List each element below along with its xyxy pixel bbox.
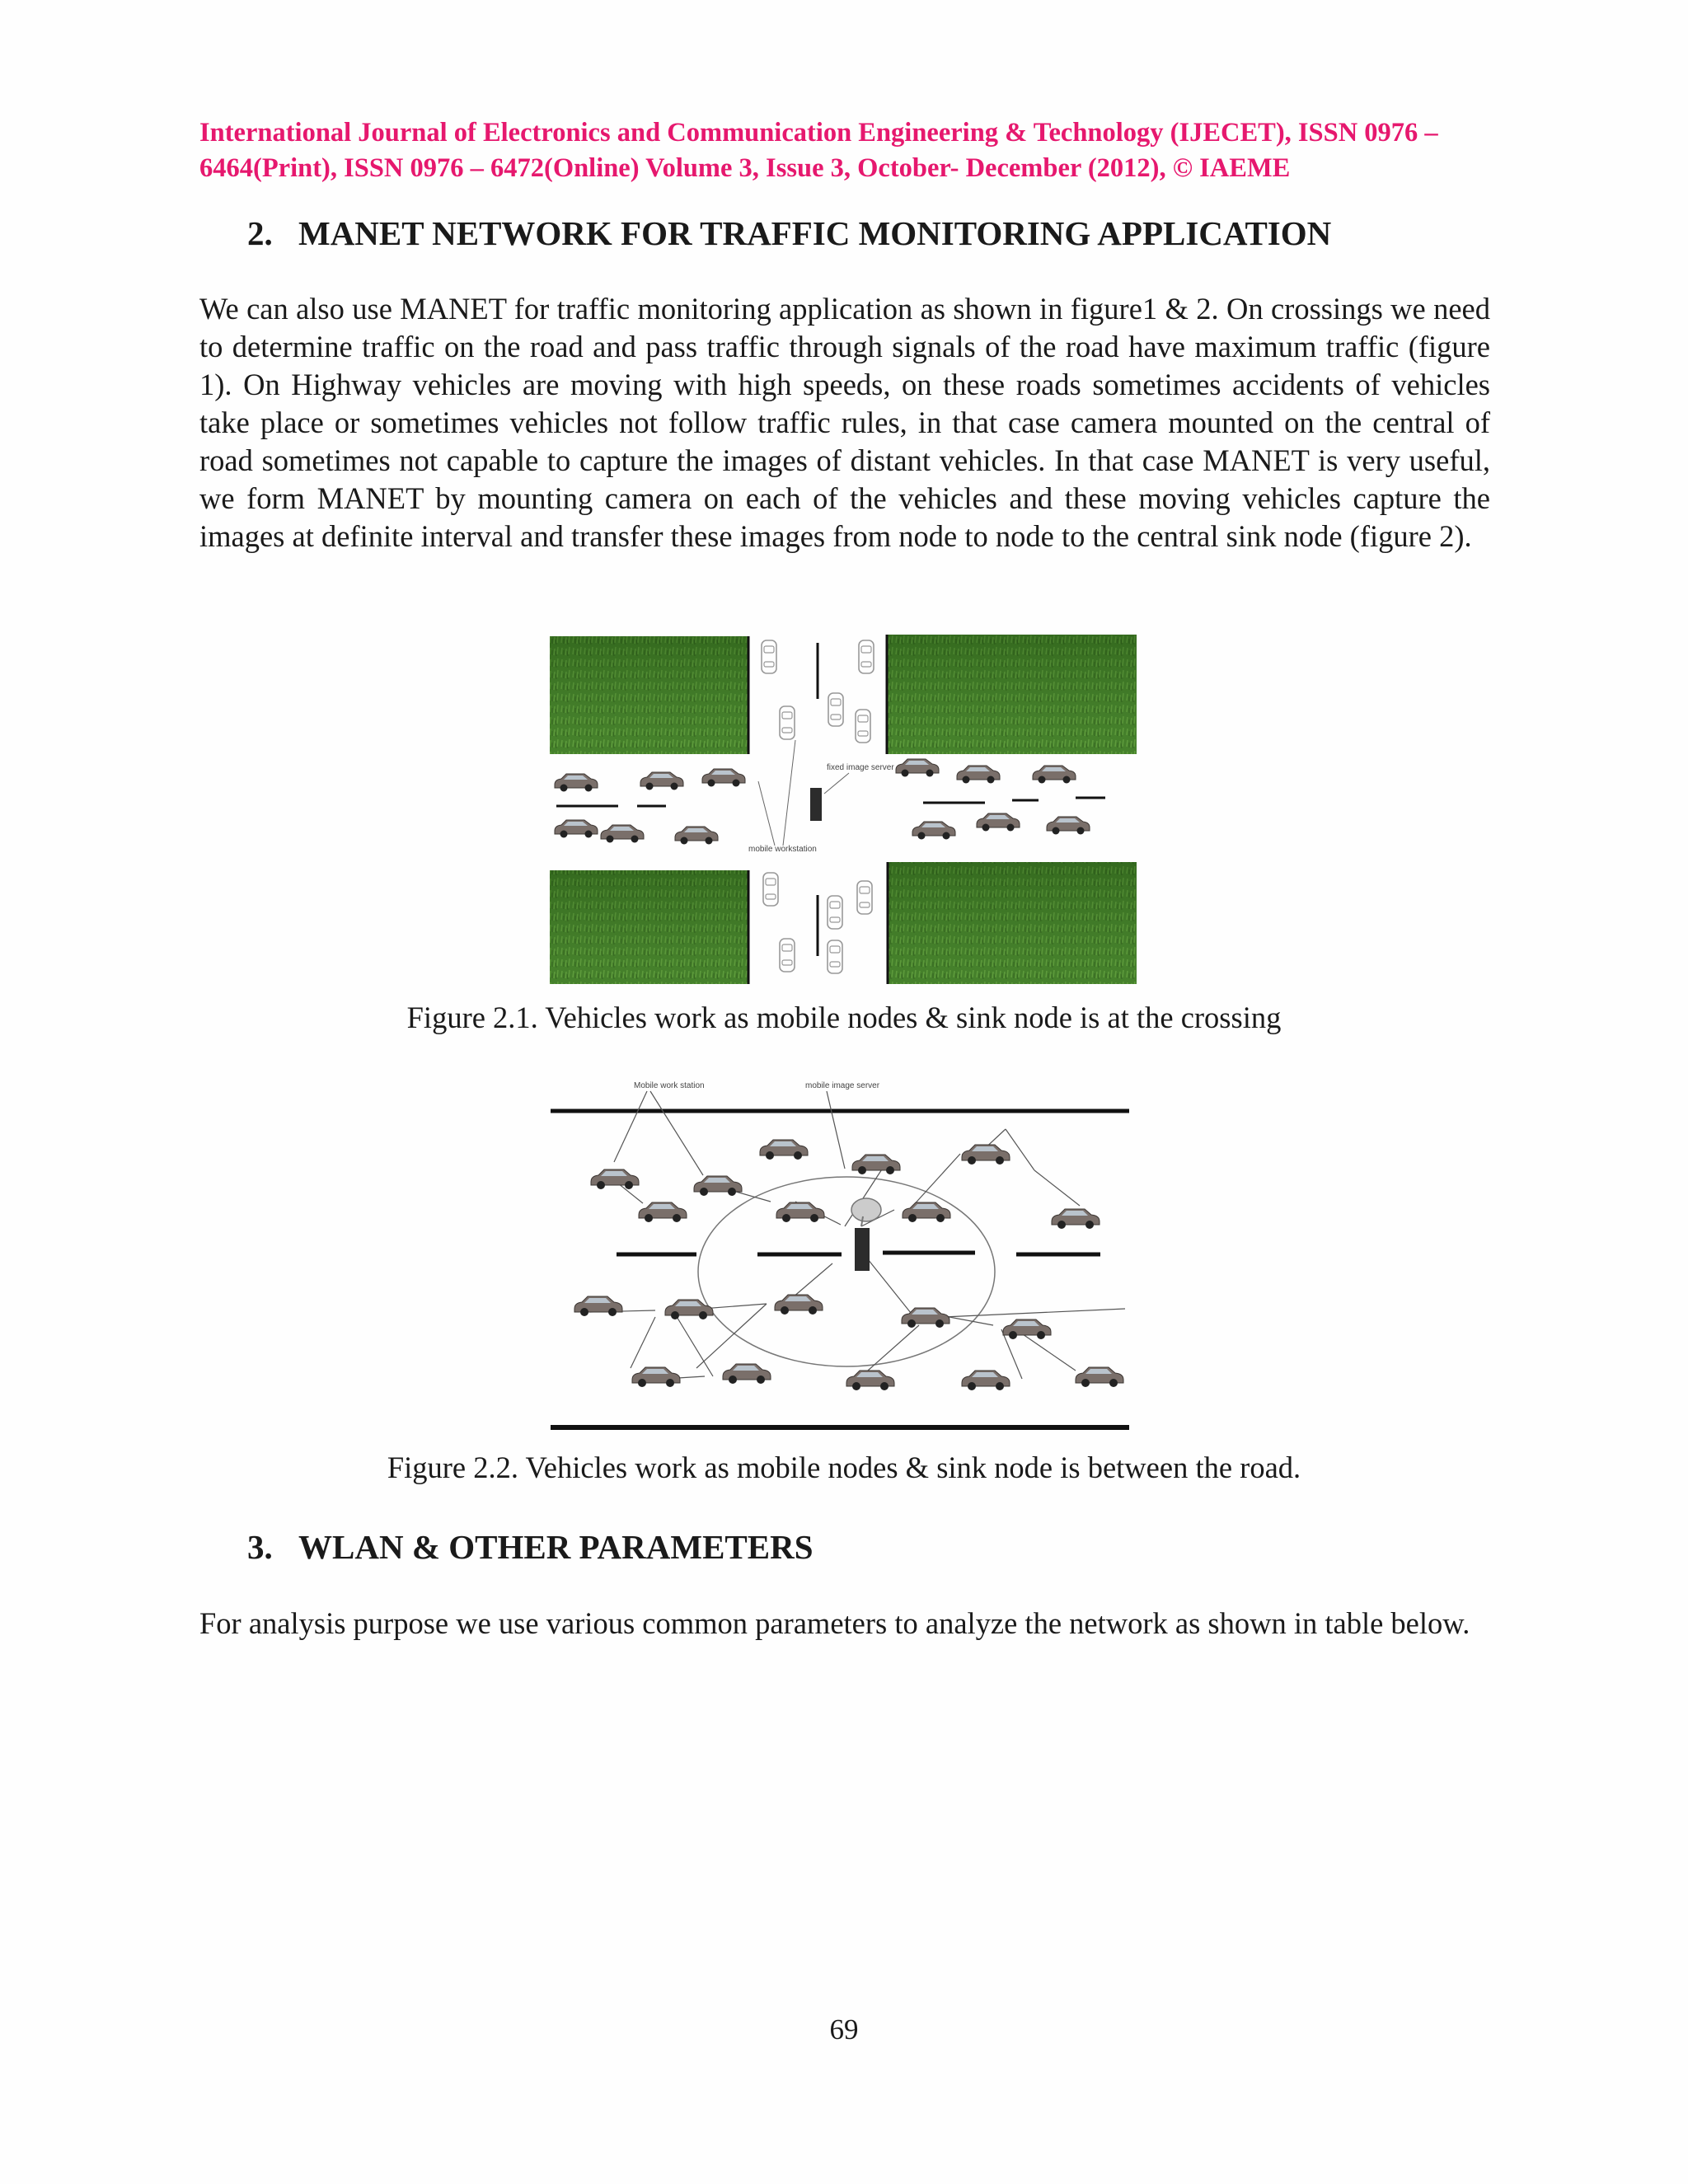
grass-block-top-left: [550, 636, 748, 754]
section-2-title: MANET NETWORK FOR TRAFFIC MONITORING APPLICATION: [298, 214, 1332, 252]
grass-block-bottom-left: [550, 870, 748, 984]
section-3-number: 3.: [247, 1528, 273, 1566]
fixed-image-server-label: fixed image server: [827, 763, 894, 772]
horizontal-road-cars: [555, 759, 1090, 845]
mobile-workstation-label: mobile workstation: [748, 845, 817, 854]
mobile-image-server-icon: [851, 1198, 881, 1271]
figure-2-1-caption: Figure 2.1. Vehicles work as mobile nodes & sink node is at the crossing: [406, 1001, 1282, 1034]
section-3-title: WLAN & OTHER PARAMETERS: [298, 1528, 814, 1566]
mobile-image-server-label: mobile image server: [805, 1081, 880, 1090]
figure-2-2-caption: Figure 2.2. Vehicles work as mobile nodes & sink node is between the road.: [387, 1451, 1301, 1484]
figure-2-2-highway-diagram: [548, 1078, 1138, 1432]
grass-block-bottom-right: [889, 862, 1137, 984]
figure-2-1-crossing-diagram: [548, 633, 1138, 986]
journal-header-line1: International Journal of Electronics and Communication Engineering & Technology (IJECET), ISSN 0976 –: [199, 118, 1438, 148]
journal-header: [199, 115, 1493, 186]
grass-block-top-right: [888, 635, 1137, 754]
fixed-image-server-icon: [810, 788, 822, 821]
section-2-paragraph: We can also use MANET for traffic monitoring application as shown in figure1 & 2. On crossings we need to determine traffic on the road and pass traffic through signals of the road have maximum traffic (figure 1). On Highway vehicles are moving with high speeds, on these roads sometimes accidents of vehicles take place or sometimes vehicles not follow traffic rules, in that case camera mounted on the central of road sometimes not capable to capture the images of distant vehicles. In that case MANET is very useful, we form MANET by mounting camera on each of the vehicles and these moving vehicles capture the images at definite interval and transfer these images from node to node to the central sink node (figure 2).: [199, 292, 1490, 553]
section-3-paragraph: For analysis purpose we use various common parameters to analyze the network as shown in table below.: [199, 1606, 1470, 1640]
section-3-heading: [247, 1526, 814, 1568]
journal-header-line2: 6464(Print), ISSN 0976 – 6472(Online) Volume 3, Issue 3, October- December (2012), © IAEME: [199, 153, 1291, 183]
section-2-heading: [247, 213, 1331, 254]
page-number: 69: [829, 2013, 859, 2046]
section-2-number: 2.: [247, 214, 273, 252]
mobile-work-station-label: Mobile work station: [634, 1081, 705, 1090]
sink-coverage-range: [698, 1177, 995, 1366]
